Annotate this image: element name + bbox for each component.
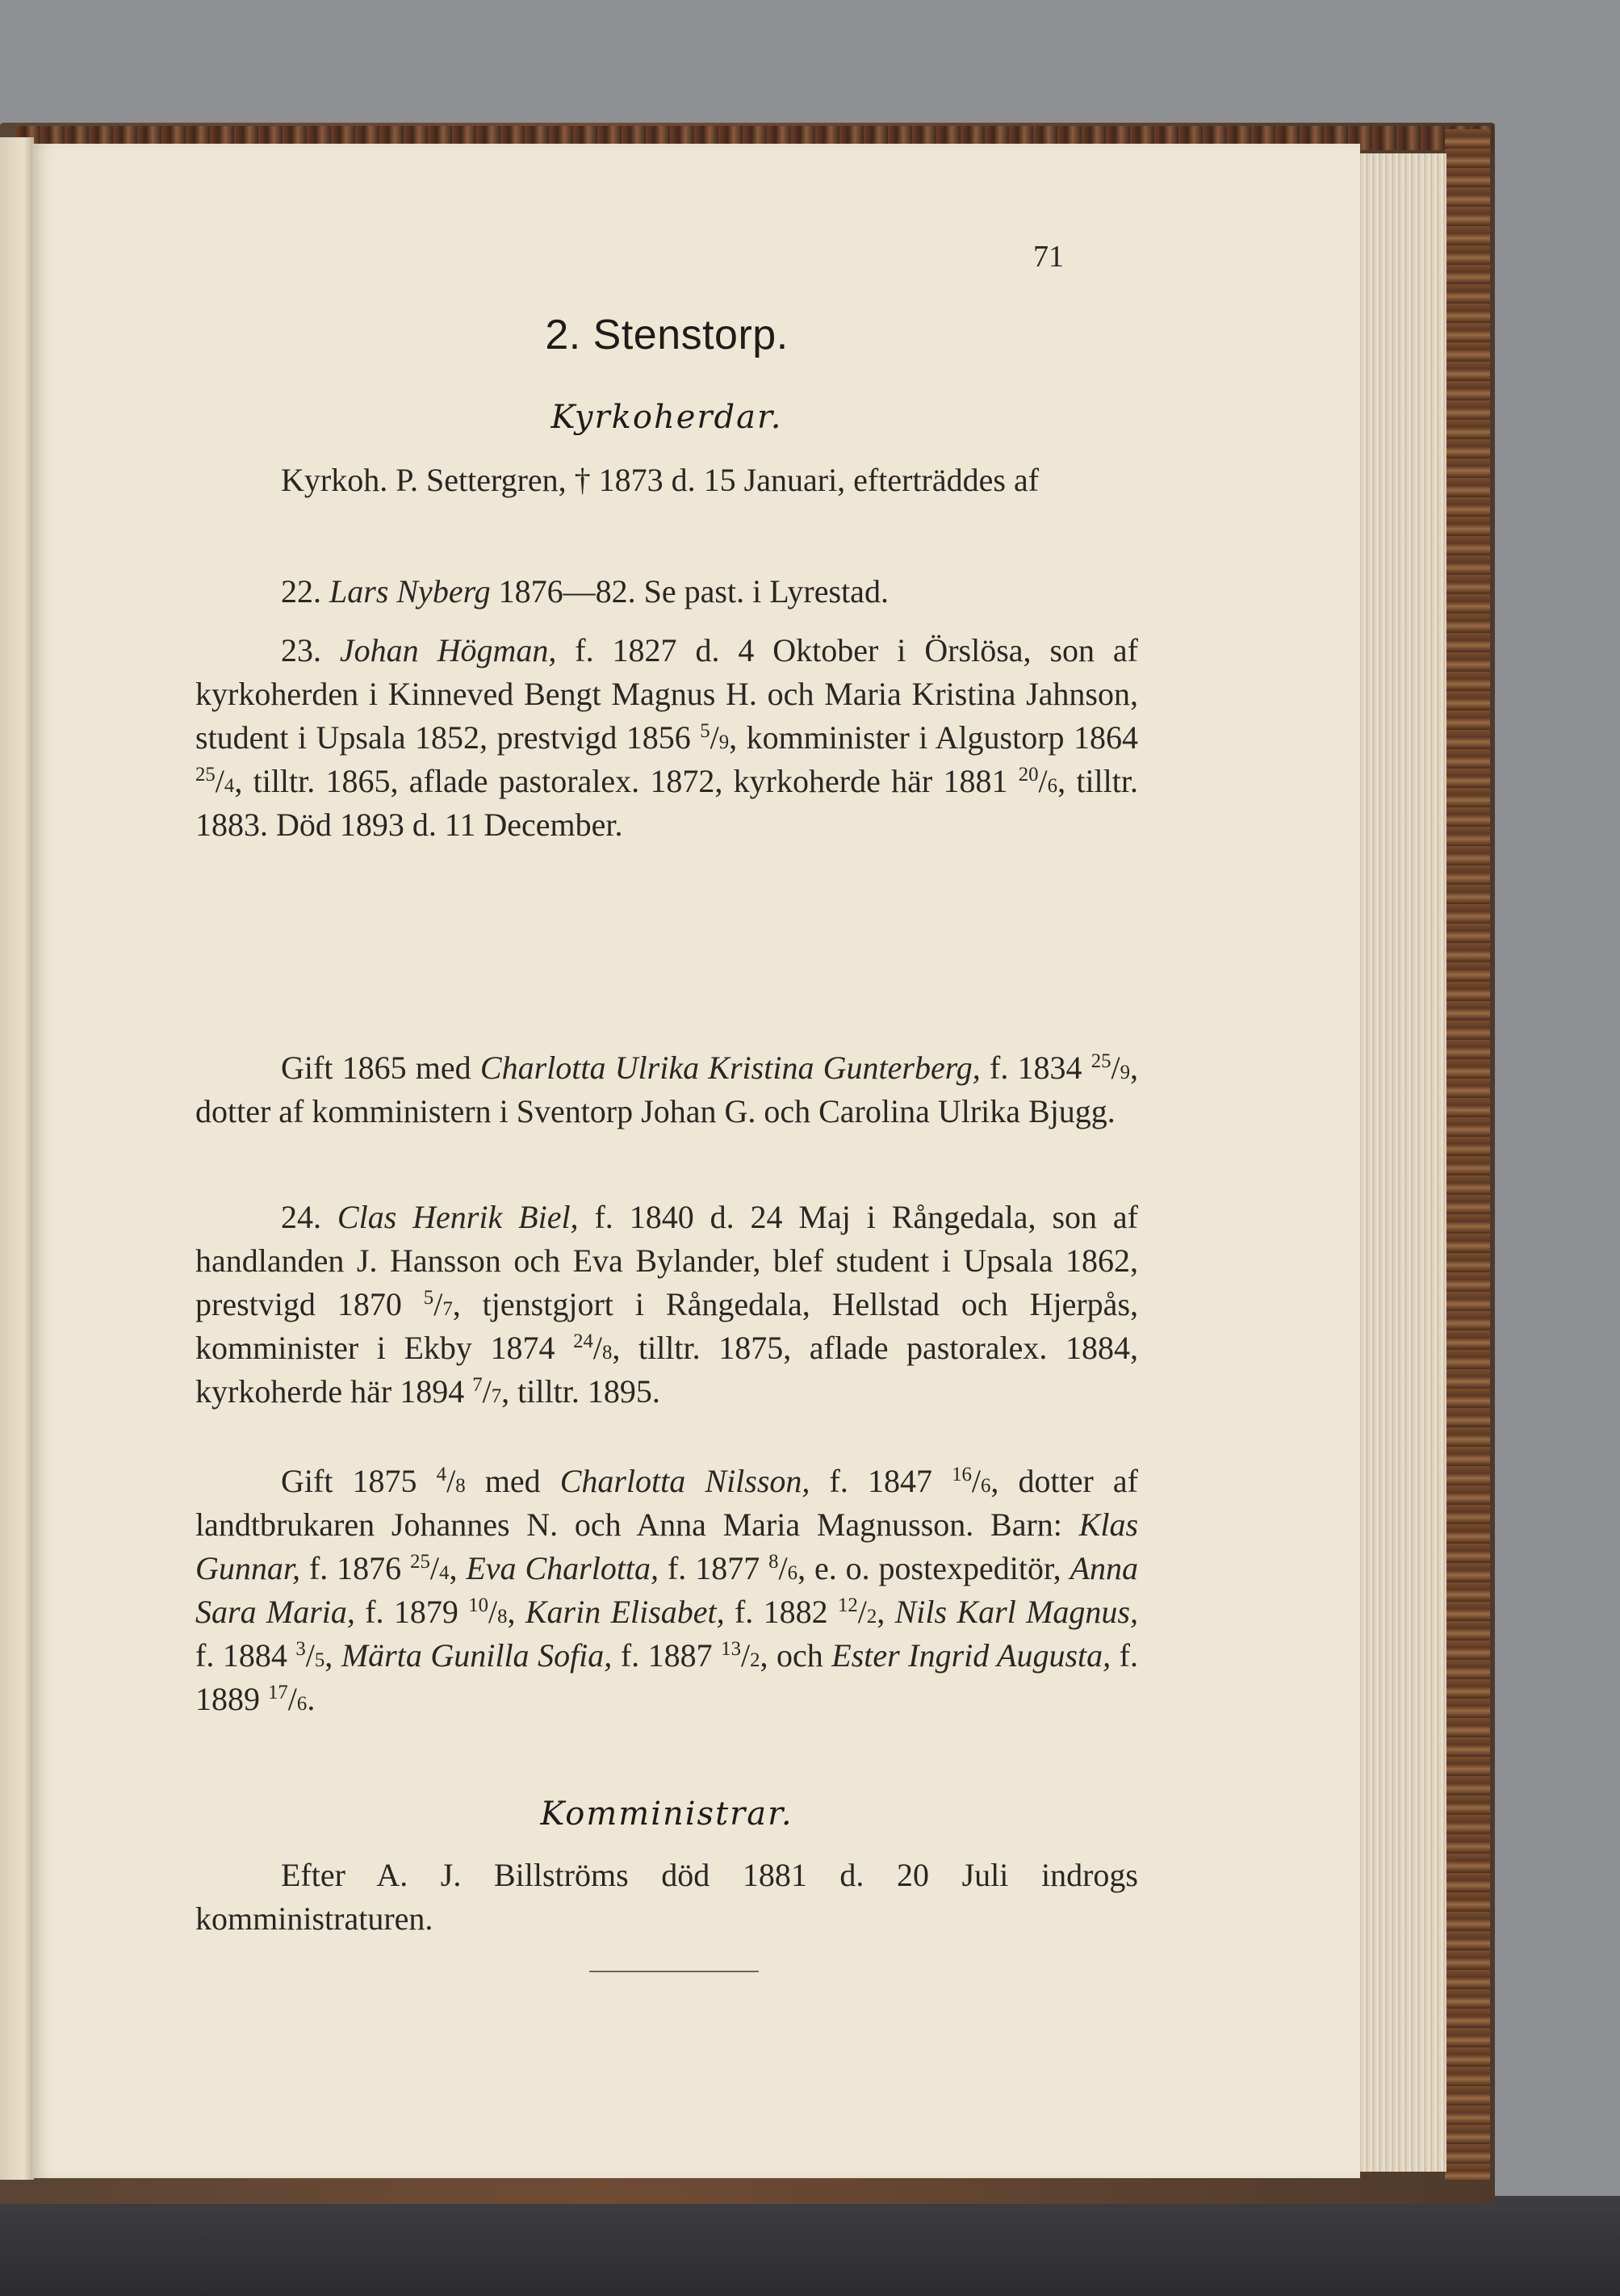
marriage-text: f. 1834 — [990, 1050, 1082, 1086]
child-note: , e. o. postexpeditör, — [797, 1550, 1061, 1586]
child-birth: f. 1887 — [620, 1637, 713, 1674]
person-name: Lars Nyberg — [329, 573, 491, 610]
section-title: 2. Stenstorp. — [545, 312, 789, 358]
intro-paragraph — [195, 459, 1138, 502]
entry-text: , tilltr. 1865, aflade pastoralex. 1872, kyrkoherde här 1881 — [234, 763, 1008, 799]
entry-text: , tjenstgjort i Rångedala, Hellstad och Hjerpås, komminister i Ekby 1874 — [195, 1286, 1139, 1366]
person-name: Clas Henrik Biel, — [337, 1199, 579, 1235]
marriage-text: Gift 1865 med — [281, 1050, 471, 1086]
child-birth: f. 1889 — [195, 1637, 1138, 1717]
entry-text: 1876—82. Se past. i Lyrestad. — [498, 573, 889, 610]
child-name: Ester Ingrid Augusta, — [831, 1637, 1111, 1674]
entry-text: , tilltr. 1875, aflade pastoralex. 1884, kyrkoherde här 1894 — [195, 1330, 1139, 1410]
marriage-23: Gift 1865 med Charlotta Ulrika Kristina Gunterberg, f. 1834 $^{25}$/9, dotter af komministern i Sventorp Johan G. och Carolina Ulrika Bjugg. — [195, 1050, 1139, 1129]
date-month: 2 — [750, 1649, 760, 1671]
date-month: 6 — [296, 1693, 308, 1715]
date-month: 7 — [442, 1298, 453, 1320]
entry-22 — [195, 570, 1138, 614]
entry-text: , komminister i Algustorp 1864 — [729, 719, 1138, 756]
date-month: 8 — [601, 1342, 613, 1364]
cover-edge-right — [1445, 129, 1490, 2180]
child-birth: f. 1882 — [734, 1594, 828, 1630]
date-month: 7 — [491, 1385, 502, 1407]
komministrar-text: Efter A. J. Billströms död 1881 d. 20 Juli indrogs komministraturen. — [195, 1857, 1138, 1937]
date-day: 20 — [1018, 764, 1039, 786]
entry-number: 24. — [281, 1199, 321, 1235]
marriage-text: f. 1847 — [829, 1463, 932, 1499]
date-month: 8 — [497, 1606, 508, 1628]
child-birth: f. 1879 — [365, 1594, 458, 1630]
spouse-name: Charlotta Ulrika Kristina Gunterberg, — [479, 1050, 981, 1086]
date-month: 5 — [314, 1649, 325, 1671]
date-month: 4 — [439, 1562, 450, 1584]
komministrar-paragraph — [195, 1854, 1138, 1941]
marriage-text: Gift 1875 — [281, 1463, 417, 1499]
entry-23: 23. Johan Högman, f. 1827 d. 4 Oktober i Örslösa, son af kyrkoherden i Kinneved Bengt Magnus H. och Maria Kristina Jahnson, student i Upsala 1852, prestvigd 1856 $^5$/9, komminister i Algustorp 1864 $^{25}$/4, tilltr. 1865, aflade pastoralex. 1872, kyrkoherde här 1881 $^{20}$/6, tilltr. 1883. Död 1893 d. 11 December. — [195, 632, 1139, 843]
book-page — [32, 144, 1360, 2178]
date-day: 10 — [468, 1594, 489, 1616]
child-birth: f. 1876 — [308, 1550, 402, 1586]
date-day: 24 — [573, 1330, 593, 1352]
date-day: 25 — [1090, 1050, 1111, 1072]
child-birth: f. 1884 — [195, 1637, 287, 1674]
date-day: 5 — [700, 720, 710, 742]
date-day: 12 — [837, 1594, 858, 1616]
child-name: Anna Sara Maria, — [195, 1550, 1139, 1630]
entry-number: 23. — [281, 632, 321, 668]
page-edges — [1356, 153, 1446, 2172]
date-day: 17 — [268, 1682, 288, 1703]
date-month: 9 — [1120, 1062, 1131, 1083]
date-day: 7 — [472, 1374, 483, 1396]
date-day: 5 — [423, 1287, 434, 1309]
marriage-text: med — [484, 1463, 541, 1499]
child-name: Karin Elisabet, — [525, 1594, 725, 1630]
date-month: 9 — [718, 731, 730, 753]
entry-number: 22. — [281, 573, 321, 610]
entry-24: 24. Clas Henrik Biel, f. 1840 d. 24 Maj i Rångedala, son af handlanden J. Hansson och Eva Bylander, blef student i Upsala 1862, prestvigd 1870 $^5$/7, tjenstgjort i Rångedala, Hellstad och Hjerpås, komminister i Ekby 1874 $^{24}$/8, tilltr. 1875, aflade pastoralex. 1884, kyrkoherde här 1894 $^7$/7, tilltr. 1895. — [195, 1199, 1139, 1410]
page-number: 71 — [1033, 240, 1064, 274]
date-month: 6 — [1047, 775, 1058, 797]
date-day: 25 — [195, 764, 216, 786]
entry-text: , tilltr. 1895. — [501, 1373, 660, 1410]
date-month: 2 — [866, 1606, 877, 1628]
end-mark: . — [307, 1681, 316, 1717]
date-day: 13 — [721, 1638, 741, 1660]
spouse-name: Charlotta Nilsson, — [559, 1463, 810, 1499]
marriage-text: , dotter af komministern i Sventorp Johan G. och Carolina Ulrika Bjugg. — [195, 1050, 1139, 1129]
date-day: 8 — [768, 1551, 779, 1573]
entry-text: f. 1840 d. 24 Maj i Rångedala, son af handlanden J. Hansson och Eva Bylander, blef student i Upsala 1862, prestvigd 1870 — [195, 1199, 1138, 1322]
person-name: Johan Högman, — [339, 632, 557, 668]
child-birth: f. 1877 — [667, 1550, 760, 1586]
left-page-edge — [0, 137, 34, 2180]
child-name: Nils Karl Magnus, — [894, 1594, 1138, 1630]
marriage-text: , dotter af landtbrukaren Johannes N. och Anna Maria Magnusson. Barn: — [195, 1463, 1138, 1543]
date-month: 4 — [224, 775, 235, 797]
intro-text: Kyrkoh. P. Settergren, † 1873 d. 15 Januari, efterträddes af — [281, 462, 1040, 498]
child-name: Klas Gunnar, — [195, 1506, 1139, 1586]
background-surface — [0, 2196, 1620, 2296]
child-name: Eva Charlotta, — [466, 1550, 659, 1586]
child-name: Märta Gunilla Sofia, — [341, 1637, 613, 1674]
subheading-komministrar: Komministrar. — [540, 1795, 793, 1833]
closing-rule — [589, 1971, 759, 1972]
conjunction: , och — [760, 1637, 823, 1674]
entry-text: f. 1827 d. 4 Oktober i Örslösa, son af kyrkoherden i Kinneved Bengt Magnus H. och Maria Kristina Jahnson, student i Upsala 1852, prestvigd 1856 — [195, 632, 1139, 756]
entry-text: , tilltr. 1883. Död 1893 d. 11 December. — [195, 763, 1139, 843]
date-day: 3 — [295, 1638, 306, 1660]
date-month: 8 — [455, 1475, 466, 1497]
date-month: 6 — [787, 1562, 798, 1584]
subheading-kyrkoherdar: Kyrkoherdar. — [550, 399, 783, 436]
date-day: 16 — [952, 1464, 972, 1485]
date-day: 4 — [436, 1464, 447, 1485]
date-month: 6 — [981, 1475, 991, 1497]
date-day: 25 — [410, 1551, 430, 1573]
marriage-24: Gift 1875 $^4$/8 med Charlotta Nilsson, f. 1847 $^{16}$/6, dotter af landtbrukaren Johannes N. och Anna Maria Magnusson. Barn: Klas Gunnar, f. 1876 $^{25}$/4, Eva Charlotta, f. 1877 $^8$/6, e. o. postexpeditör, Anna Sara Maria, f. 1879 $^{10}$/8, Karin Elisabet, f. 1882 $^{12}$/2, Nils Karl Magnus, f. 1884 $^3$/5, Märta Gunilla Sofia, f. 1887 $^{13}$/2, och Ester Ingrid Augusta, f. 1889 $^{17}$/6. — [195, 1463, 1139, 1717]
